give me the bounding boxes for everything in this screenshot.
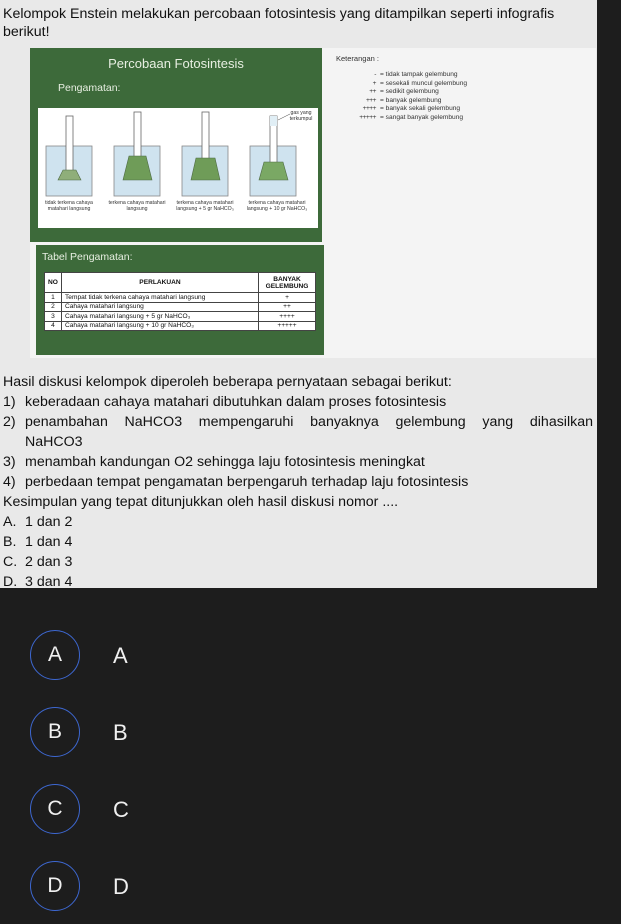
answer-choice-b[interactable]	[30, 707, 230, 759]
experiment-illustration	[38, 108, 318, 228]
legend-text: = banyak gelembung	[380, 96, 442, 104]
statement-number: 3)	[3, 454, 16, 470]
answer-text[interactable]: C	[113, 797, 129, 822]
legend-symbol: ++++	[362, 105, 376, 112]
row-result: +++++	[259, 321, 316, 331]
tube-label-1: tidak terkena cahaya matahari langsung	[45, 200, 93, 212]
answer-letter-circle[interactable]: B	[30, 707, 80, 757]
statement-text: menambah kandungan O2 sehingga laju fotosintesis meningkat	[25, 454, 425, 470]
beaker-4	[250, 114, 296, 196]
answer-choice-a[interactable]	[30, 630, 230, 682]
answer-letter-circle[interactable]: D	[30, 861, 80, 911]
observation-label: Pengamatan:	[58, 82, 121, 94]
statement-text: keberadaan cahaya matahari dibutuhkan dalam proses fotosintesis	[25, 394, 447, 410]
table-row	[45, 293, 316, 303]
answer-text[interactable]: A	[113, 643, 128, 668]
row-treatment: Tempat tidak terkena cahaya matahari langsung	[62, 293, 259, 303]
row-treatment: Cahaya matahari langsung	[62, 302, 259, 312]
option-text: 2 dan 3	[25, 554, 73, 570]
option-d	[3, 572, 593, 592]
option-text: 1 dan 2	[25, 514, 73, 530]
row-treatment: Cahaya matahari langsung + 10 gr NaHCO₃	[62, 321, 259, 331]
legend-symbol: ++	[369, 88, 376, 95]
row-result: ++++	[259, 312, 316, 322]
legend-row	[336, 114, 586, 123]
option-letter: A.	[3, 514, 17, 530]
legend-symbol: +++	[365, 96, 376, 104]
infographic-title: Percobaan Fotosintesis	[108, 56, 244, 71]
answer-letter-circle[interactable]: A	[30, 630, 80, 680]
legend-symbol: +	[372, 79, 376, 87]
answer-text[interactable]: D	[113, 874, 129, 899]
question-prompt: Kesimpulan yang tepat ditunjukkan oleh hasil diskusi nomor ....	[3, 494, 399, 510]
option-letter: C.	[3, 554, 18, 570]
legend-row	[336, 71, 586, 80]
legend-symbol: -	[374, 71, 376, 78]
answer-choice-c[interactable]	[30, 784, 230, 836]
statement-text: perbedaan tempat pengamatan berpengaruh terhadap laju fotosintesis	[25, 474, 469, 490]
statement-text: penambahan NaHCO3 mempengaruhi banyaknya gelembung yang dihasilkan	[25, 414, 593, 430]
option-letter: D.	[3, 574, 18, 590]
statement-4	[3, 472, 593, 492]
tube-label-2: terkena cahaya matahari langsung	[108, 200, 166, 212]
legend-text: = banyak sekali gelembung	[380, 105, 461, 112]
observation-table	[44, 272, 316, 331]
legend-row	[336, 80, 586, 89]
row-no: 2	[45, 302, 62, 312]
row-result: ++	[259, 302, 316, 312]
legend-text: = sedikit gelembung	[380, 88, 439, 95]
option-a	[3, 512, 593, 532]
legend-row	[336, 105, 586, 114]
option-letter: B.	[3, 534, 17, 550]
row-result: +	[259, 293, 316, 303]
statement-3	[3, 452, 593, 472]
row-no: 1	[45, 293, 62, 303]
beaker-3	[182, 112, 228, 196]
statement-number: 4)	[3, 474, 16, 490]
table-header-row	[45, 273, 316, 293]
infographic	[30, 48, 596, 358]
legend-row	[336, 88, 586, 97]
experiment-panel	[30, 48, 322, 242]
legend-text: = sesekali muncul gelembung	[380, 79, 468, 87]
statement-1	[3, 392, 593, 412]
statement-2	[3, 412, 593, 432]
table-title: Tabel Pengamatan:	[42, 251, 133, 263]
legend	[336, 54, 586, 122]
table-row	[45, 302, 316, 312]
row-no: 4	[45, 321, 62, 331]
beaker-2	[114, 112, 160, 196]
question-intro: Kelompok Enstein melakukan percobaan fotosintesis yang ditampilkan seperti infografis berikut!	[3, 6, 555, 40]
statement-number: 1)	[3, 394, 16, 410]
observation-table-panel	[36, 245, 324, 355]
legend-title: Keterangan :	[336, 54, 379, 63]
option-c	[3, 552, 593, 572]
beaker-1	[46, 116, 92, 196]
tube-label-3: terkena cahaya matahari langsung + 5 gr NaHCO₃	[176, 200, 234, 212]
option-text: 1 dan 4	[25, 534, 73, 550]
option-text: 3 dan 4	[25, 574, 73, 590]
table-row	[45, 312, 316, 322]
discussion-section	[3, 372, 593, 592]
row-no: 3	[45, 312, 62, 322]
table-row	[45, 321, 316, 331]
statement-2-continued	[3, 432, 593, 452]
header-no: NO	[45, 273, 62, 293]
statement-number: 2)	[3, 414, 16, 430]
row-treatment: Cahaya matahari langsung + 5 gr NaHCO₃	[62, 312, 259, 322]
legend-symbol: +++++	[359, 113, 376, 121]
tube-label-4: terkena cahaya matahari langsung + 10 gr NaHCO₃	[246, 200, 308, 212]
gas-collected-label: gas yang terkumpul	[289, 110, 313, 122]
option-b	[3, 532, 593, 552]
header-treatment: PERLAKUAN	[62, 273, 259, 293]
answer-choice-d[interactable]	[30, 861, 230, 913]
discussion-intro: Hasil diskusi kelompok diperoleh beberapa pernyataan sebagai berikut:	[3, 374, 452, 390]
legend-text: = sangat banyak gelembung	[380, 113, 464, 121]
statement-text-continued: NaHCO3	[25, 434, 83, 450]
legend-text: = tidak tampak gelembung	[380, 71, 458, 78]
header-bubbles: BANYAK GELEMBUNG	[259, 273, 316, 293]
answer-text[interactable]: B	[113, 720, 128, 745]
legend-row	[336, 97, 586, 106]
answer-letter-circle[interactable]: C	[30, 784, 80, 834]
